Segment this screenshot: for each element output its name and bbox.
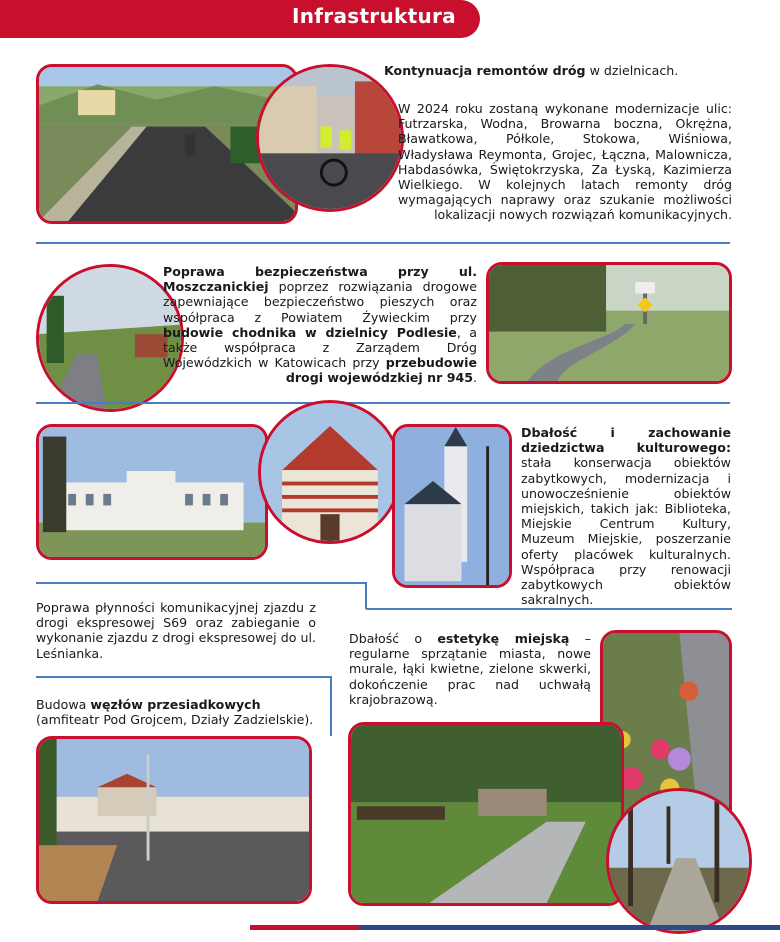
heritage-text: Dbałość i zachowanie dziedzictwa kulturowego: stała konserwacja obiektów zabytkowych, modernizacja i unowocześnienie obiektów miejskich, takich jak: Biblioteka, Miejskie Centrum Kultury, Muzeum Miejskie, poszerzanie oferty placówek kulturalnych. Współpraca przy renowacji zabytkowych obiektów sakralnych. [521, 425, 731, 608]
transfer-hub-photo [36, 736, 312, 904]
divider [36, 242, 730, 244]
divider [330, 676, 332, 736]
forest-path-photo [606, 788, 752, 934]
sidewalk-photo [486, 262, 732, 384]
aesthetics-text: Dbałość o estetykę miejską – regularne sprzątanie miasta, nowe murale, łąki kwietne, zielone skwerki, dokończenie prac nad uchwałą krajobrazową. [349, 631, 591, 707]
church-photo [392, 424, 512, 588]
divider [36, 676, 330, 678]
pedestrian-path-photo [36, 264, 184, 412]
safety-text: Poprawa bezpieczeństwa przy ul. Moszczanickiej poprzez rozwiązania drogowe zapewniające bezpieczeństwo pieszych oraz współpraca z Powiatem Żywieckim przy budowie chodnika w dzielnicy Podlesie, a także współpraca z Zarządem Dróg Wojewódzkich w Katowicach przy przebudowie drogi wojewódzkiej nr 945. [163, 264, 477, 386]
divider [365, 582, 367, 609]
park-photo [348, 722, 624, 906]
transfer-hubs-text: Budowa węzłów przesiadkowych (amfiteatr Pod Grojcem, Działy Zadzielskie). [36, 697, 314, 728]
palace-photo [36, 424, 268, 560]
divider [36, 582, 366, 584]
road-workers-photo [256, 64, 404, 212]
culture-center-photo [258, 400, 402, 544]
divider [366, 608, 732, 610]
footer-bar-blue [360, 925, 780, 930]
footer-bar-red [250, 925, 360, 930]
roads-heading: Kontynuacja remontów dróg w dzielnicach. [384, 63, 679, 78]
divider [36, 402, 730, 404]
roads-body: W 2024 roku zostaną wykonane modernizacje ulic: Futrzarska, Wodna, Browarna boczna, Okrężna, Bławatkowa, Półkole, Stokowa, Wiśniowa, Władysława Reymonta, Grojec, Łączna, Malownicza, Habdasówka, Świętokrzyska, Za Łyską, Kazimierza Wielkiego. W kolejnych latach remonty dróg wymagających naprawy oraz szukanie możliwości lokalizacji nowych rozwiązań komunikacyjnych. [398, 101, 732, 223]
page-title: Infrastruktura [292, 4, 456, 28]
expressway-text: Poprawa płynności komunikacyjnej zjazdu z drogi ekspresowej S69 oraz zabieganie o wykonanie zjazdu z drogi ekspresowej do ul. Leśnianka. [36, 600, 316, 661]
